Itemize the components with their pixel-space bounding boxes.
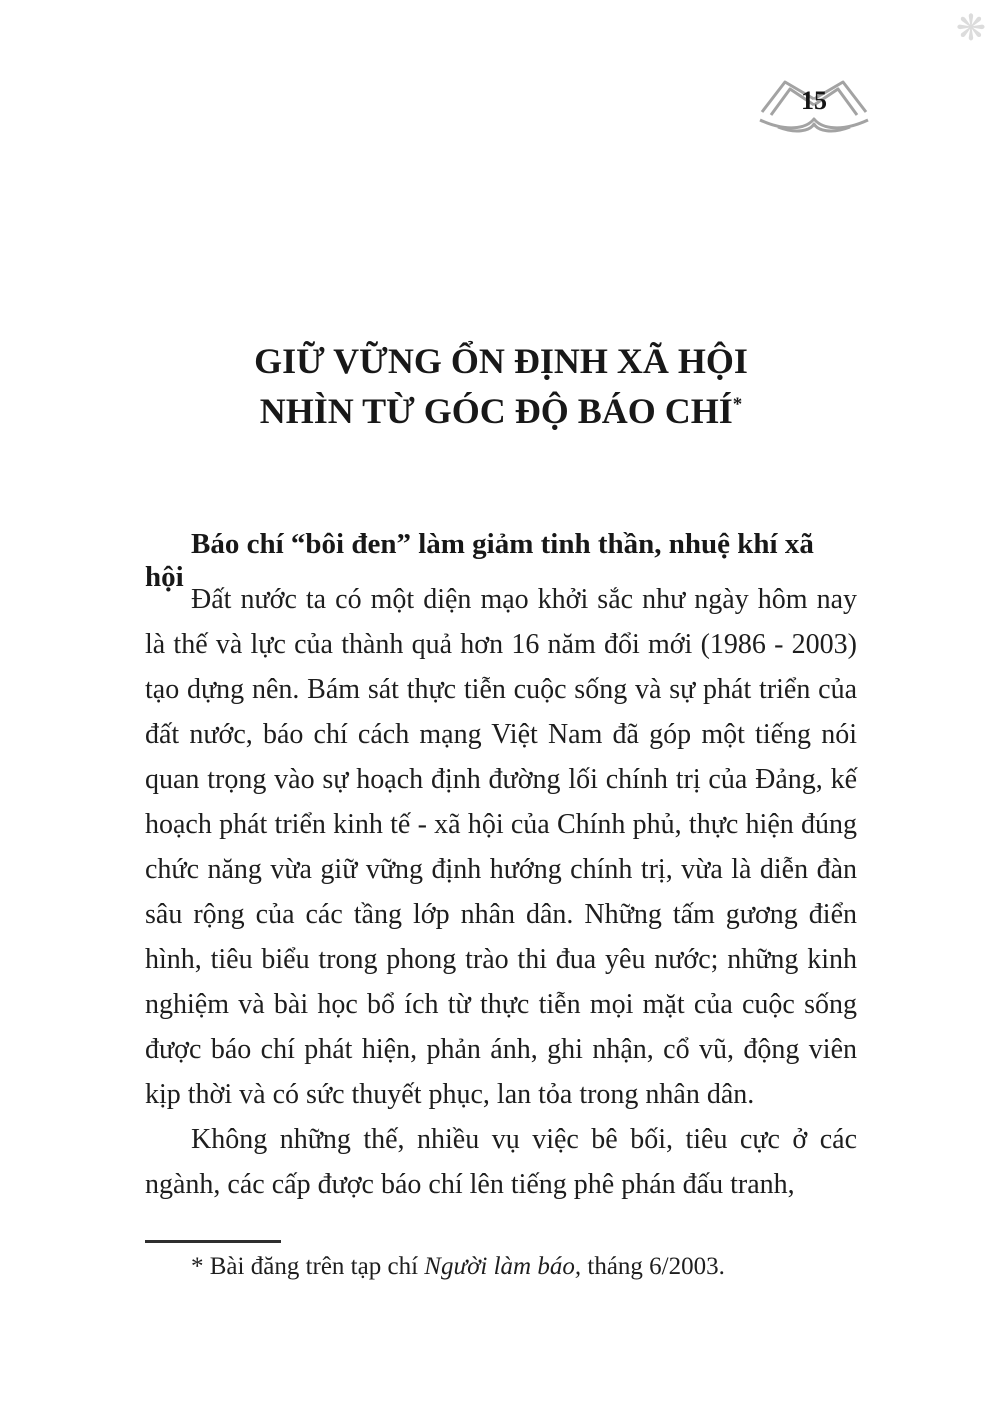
body-text [145,577,857,1207]
page-number-badge [752,72,876,138]
chapter-title-line2: NHÌN TỪ GÓC ĐỘ BÁO CHÍ [259,391,733,431]
footnote-separator-rule [145,1240,281,1243]
footnote-suffix: tháng 6/2003. [581,1253,725,1280]
flower-ornament-icon: ❋ [955,8,986,48]
paragraph: Không những thế, nhiều vụ việc bê bối, tiêu cực ở các ngành, các cấp được báo chí lên tiếng phê phán đấu tranh, [145,1124,857,1200]
page-number: 15 [801,86,827,115]
paragraph: Đất nước ta có một diện mạo khởi sắc như ngày hôm nay là thế và lực của thành quả hơn 16 năm đổi mới (1986 - 2003) tạo dựng nên. Bám sát thực tiễn cuộc sống và sự phát triển của đất nước, báo chí cách mạng Việt Nam đã góp một tiếng nói quan trọng vào sự hoạch định đường lối chính trị của Đảng, kế hoạch phát triển kinh tế - xã hội của Chính phủ, thực hiện đúng chức năng vừa giữ vững định hướng chính trị, vừa là diễn đàn sâu rộng của các tầng lớp nhân dân. Những tấm gương điển hình, tiêu biểu trong phong trào thi đua yêu nước; những kinh nghiệm và bài học bổ ích từ thực tiễn mọi mặt của cuộc sống được báo chí phát hiện, phản ánh, ghi nhận, cổ vũ, động viên kịp thời và có sức thuyết phục, lan tỏa trong nhân dân. [145,584,857,1110]
footnote-prefix: * Bài đăng trên tạp chí [191,1253,425,1280]
footnote [145,1240,857,1283]
footnote-text [145,1251,857,1283]
chapter-title [145,336,857,436]
footnote-journal-title: Người làm báo, [424,1253,582,1280]
title-footnote-marker: * [732,394,743,415]
section-heading: Báo chí “bôi đen” làm giảm tinh thần, nhuệ khí xã hội [145,528,814,593]
chapter-title-line1: GIỮ VỮNG ỔN ĐỊNH XÃ HỘI [254,341,748,381]
